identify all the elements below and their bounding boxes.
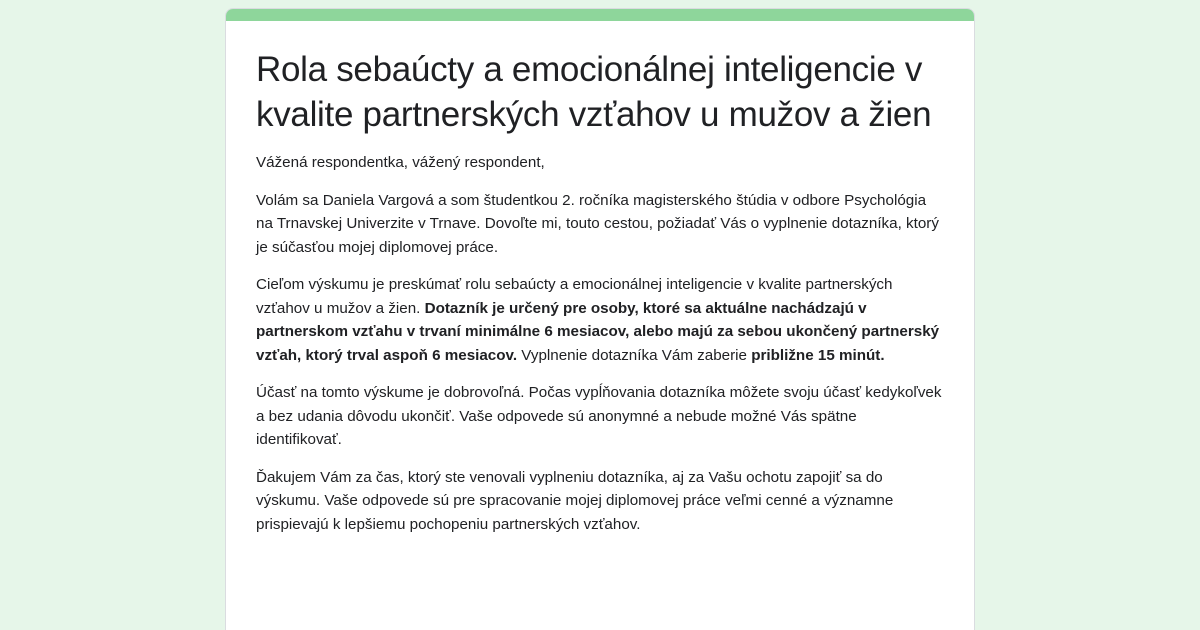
voluntary-paragraph: Účasť na tomto výskume je dobrovoľná. Počas vypĺňovania dotazníka môžete svoju účasť kedykoľvek a bez udania dôvodu ukončiť. Vaše odpovede sú anonymné a nebude možné Vás spätne identifikovať. (256, 384, 942, 448)
duration-text: približne 15 minút. (751, 346, 885, 364)
thanks-paragraph: Ďakujem Vám za čas, ktorý ste venovali vyplneniu dotazníka, aj za Vašu ochotu zapojiť sa do výskumu. Vaše odpovede sú pre spracovanie mojej diplomovej práce veľmi cenné a významne prispievajú k lepšiemu pochopeniu partnerských vzťahov. (256, 468, 894, 533)
greeting-paragraph: Vážená respondentka, vážený respondent, (256, 154, 545, 171)
aim-text: Cieľom výskumu je preskúmať rolu sebaúcty a emocionálnej inteligencie v kvalite partnerských vzťahov u mužov a žien. (256, 276, 893, 317)
aim-paragraph (256, 273, 944, 367)
form-header-card (225, 8, 975, 630)
form-title: Rola sebaúcty a emocionálnej inteligencie v kvalite partnerských vzťahov u mužov a žien (256, 50, 932, 134)
card-body (226, 21, 974, 536)
duration-intro-text: Vyplnenie dotazníka Vám zaberie (517, 346, 752, 364)
target-group-text: Dotazník je určený pre osoby, ktoré sa aktuálne nachádzajú v partnerskom vzťahu v trvaní minimálne 6 mesiacov, alebo majú za sebou ukončený partnerský vzťah, ktorý trval aspoň 6 mesiacov. (256, 299, 940, 364)
card-accent-bar (226, 9, 974, 21)
form-description (256, 151, 944, 536)
intro-paragraph: Volám sa Daniela Vargová a som študentkou 2. ročníka magisterského štúdia v odbore Psychológia na Trnavskej Univerzite v Trnave. Dovoľte mi, touto cestou, požiadať Vás o vyplnenie dotazníka, ktorý je súčasťou mojej diplomovej práce. (256, 191, 939, 256)
